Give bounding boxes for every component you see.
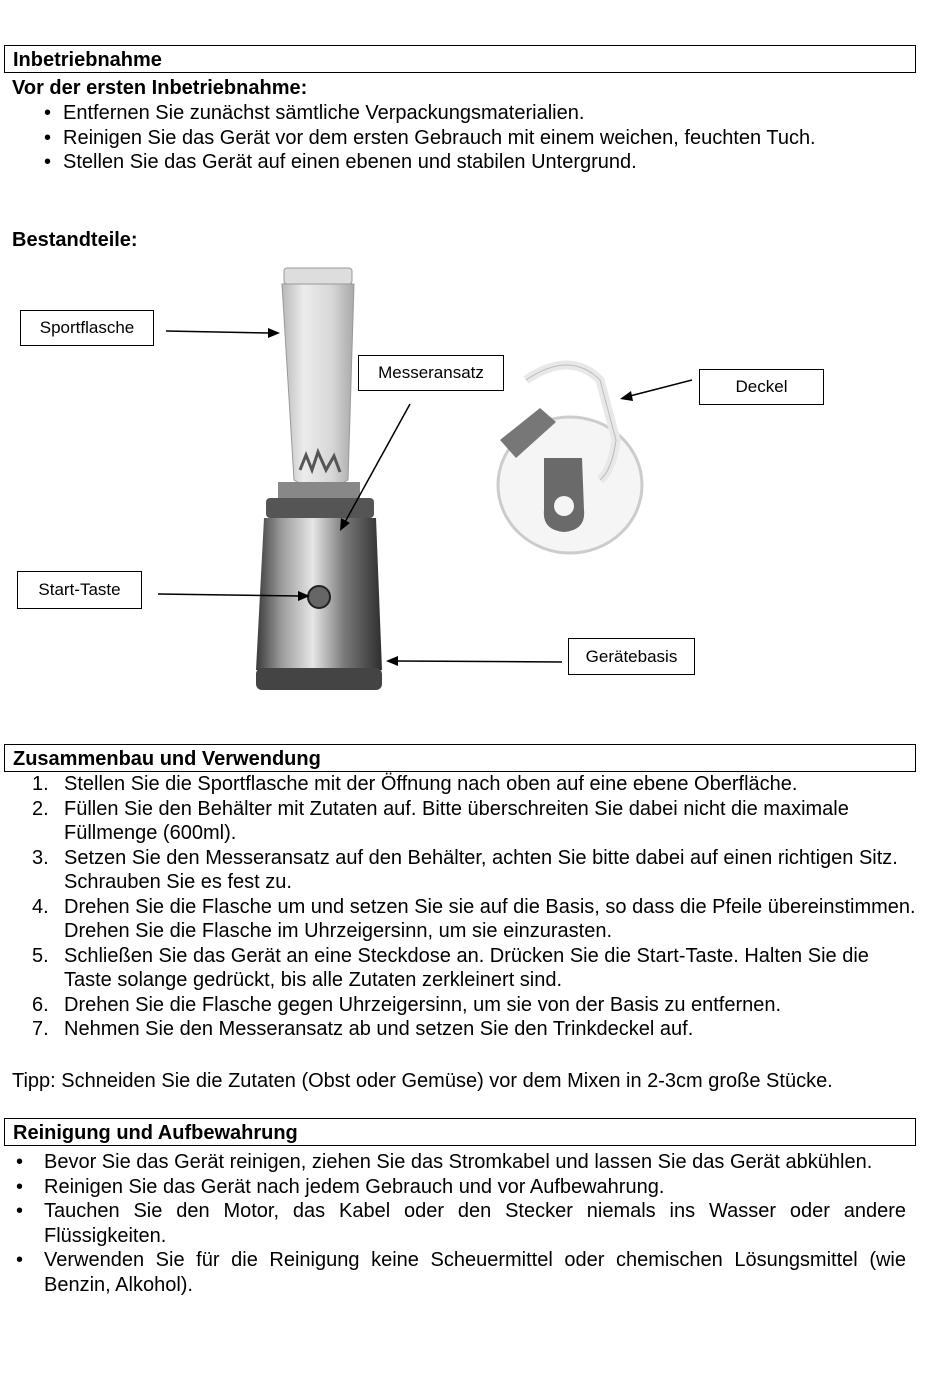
step-number: 6. xyxy=(32,993,49,1016)
label-deckel: Deckel xyxy=(699,369,824,405)
components-heading: Bestandteile: xyxy=(12,229,138,251)
step-number: 4. xyxy=(32,895,49,918)
list-item xyxy=(0,846,916,895)
step-text: Füllen Sie den Behälter mit Zutaten auf. Bitte überschreiten Sie dabei nicht die maximale Füllmenge (600ml). xyxy=(64,797,849,844)
list-item: • Tauchen Sie den Motor, das Kabel oder den Stecker niemals ins Wasser oder andere Flüssigkeiten. xyxy=(12,1199,906,1248)
list-item xyxy=(0,895,916,944)
assembly-steps xyxy=(0,772,916,1042)
bottle-shape xyxy=(278,268,360,500)
step-number: 1. xyxy=(32,773,49,795)
step-text: Nehmen Sie den Messeransatz ab und setzen Sie den Trinkdeckel auf. xyxy=(64,1018,694,1040)
label-geraetebasis: Gerätebasis xyxy=(568,638,695,675)
label-messeransatz: Messeransatz xyxy=(358,355,504,391)
tip-text: Tipp: Schneiden Sie die Zutaten (Obst oder Gemüse) vor dem Mixen in 2-3cm große Stücke. xyxy=(12,1070,833,1092)
label-start-taste: Start-Taste xyxy=(17,571,142,609)
step-text: Schließen Sie das Gerät an eine Steckdose an. Drücken Sie die Start-Taste. Halten Sie die Taste solange gedrückt, bis alle Zutaten zerkleinert sind. xyxy=(64,944,869,991)
step-text: Setzen Sie den Messeransatz auf den Behälter, achten Sie bitte dabei auf einen richtigen Sitz. Schrauben Sie es fest zu. xyxy=(64,846,898,893)
list-item: • Reinigen Sie das Gerät nach jedem Gebrauch und vor Aufbewahrung. xyxy=(12,1175,906,1200)
section-heading-reinigung: Reinigung und Aufbewahrung xyxy=(4,1118,916,1146)
list-item xyxy=(0,797,916,846)
cleaning-list xyxy=(12,1150,906,1297)
list-item xyxy=(0,944,916,993)
list-item: • Bevor Sie das Gerät reinigen, ziehen Sie das Stromkabel und lassen Sie das Gerät abkühlen. xyxy=(12,1150,906,1175)
label-sportflasche: Sportflasche xyxy=(20,310,154,346)
step-text: Drehen Sie die Flasche gegen Uhrzeigersinn, um sie von der Basis zu entfernen. xyxy=(64,993,782,1016)
first-use-list xyxy=(0,101,916,175)
list-item xyxy=(0,993,916,1018)
section-heading-inbetriebnahme: Inbetriebnahme xyxy=(4,45,916,73)
step-number: 7. xyxy=(32,1018,49,1040)
section-heading-zusammenbau: Zusammenbau und Verwendung xyxy=(4,744,916,772)
subheading-first-use: Vor der ersten Inbetriebnahme: xyxy=(12,77,308,99)
step-number: 5. xyxy=(32,944,49,967)
step-number: 3. xyxy=(32,846,49,869)
list-item: • Reinigen Sie das Gerät vor dem ersten Gebrauch mit einem weichen, feuchten Tuch. xyxy=(0,126,916,151)
base-shape xyxy=(256,498,382,690)
list-item xyxy=(0,772,916,797)
list-item: • Verwenden Sie für die Reinigung keine Scheuermittel oder chemischen Lösungsmittel (wie Benzin, Alkohol). xyxy=(12,1248,906,1297)
list-item: • Entfernen Sie zunächst sämtliche Verpackungsmaterialien. xyxy=(0,101,916,126)
step-text: Stellen Sie die Sportflasche mit der Öffnung nach oben auf eine ebene Oberfläche. xyxy=(64,773,798,795)
step-text: Drehen Sie die Flasche um und setzen Sie sie auf die Basis, so dass die Pfeile übereinstimmen. Drehen Sie die Flasche im Uhrzeigersinn, um sie einzurasten. xyxy=(64,895,916,942)
list-item: • Stellen Sie das Gerät auf einen ebenen und stabilen Untergrund. xyxy=(0,150,916,175)
lid-shape xyxy=(498,365,642,553)
step-number: 2. xyxy=(32,797,49,820)
list-item xyxy=(0,1017,916,1042)
